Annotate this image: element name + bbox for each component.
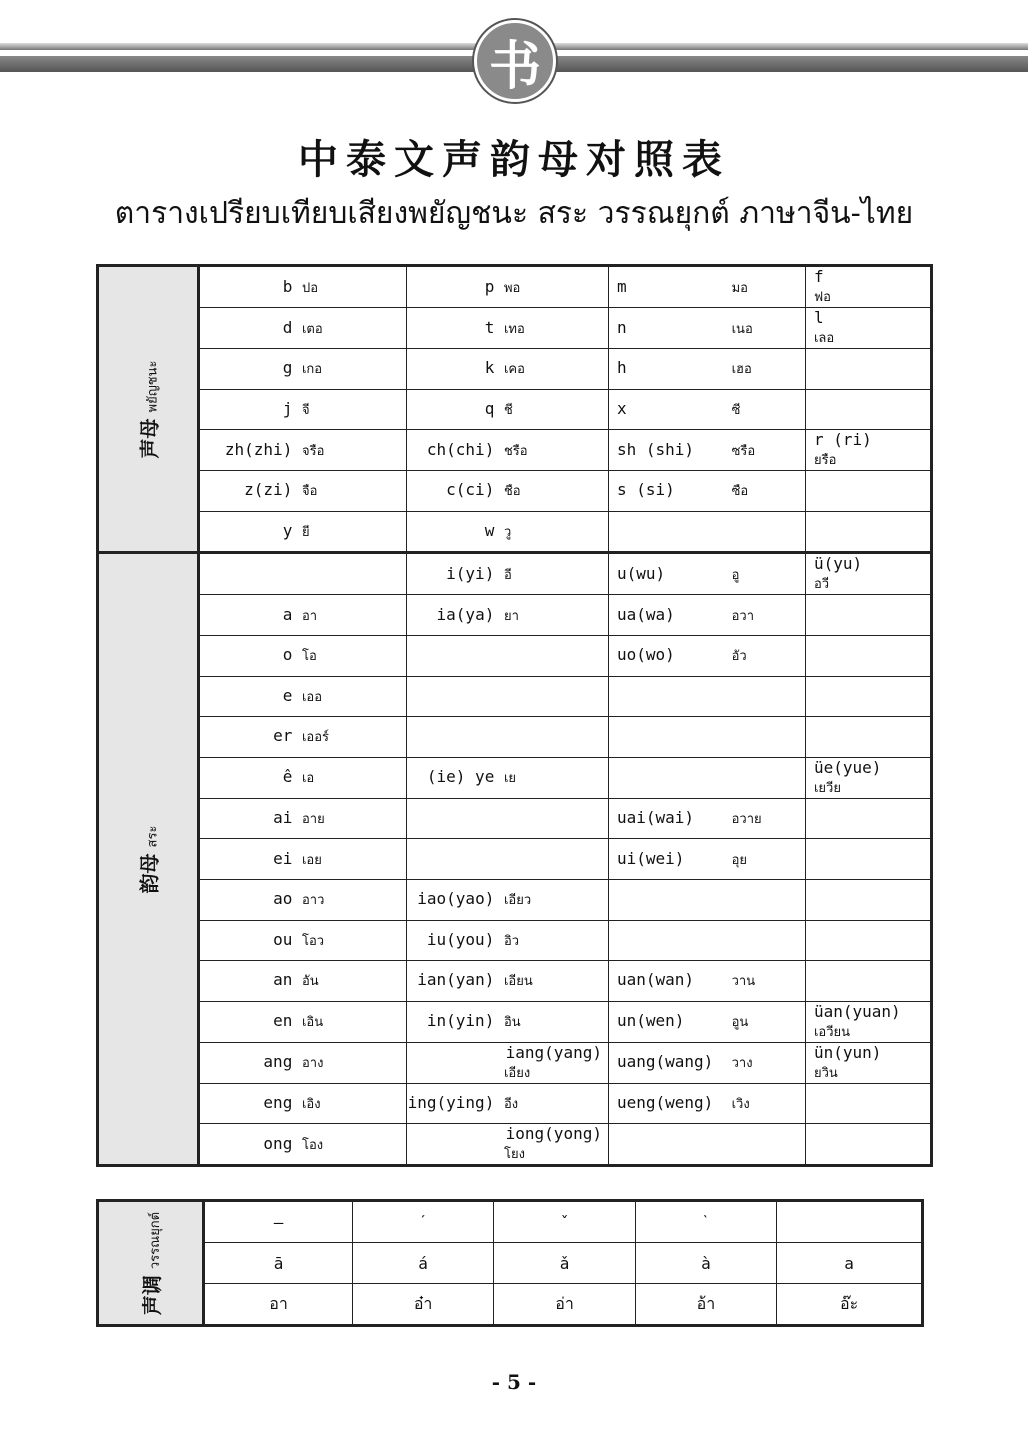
pinyin-text: s (si) <box>616 480 675 500</box>
table-cell <box>406 839 608 880</box>
table-cell <box>198 553 406 595</box>
table-cell <box>805 595 931 636</box>
thai-text: เอียง <box>503 1065 531 1081</box>
table-cell <box>406 1001 608 1042</box>
page-subtitle: ตารางเปรียบเทียบเสียงพยัญชนะ สระ วรรณยุกต์ ภาษาจีน-ไทย <box>114 196 914 231</box>
pinyin-text: c(ci) <box>446 480 495 500</box>
table-cell <box>805 879 931 920</box>
pinyin-text: ai <box>273 808 293 828</box>
pinyin-text: ueng(weng) <box>616 1093 714 1113</box>
pinyin-text: j <box>282 398 293 418</box>
pinyin-text: ei <box>273 848 293 868</box>
thai-text: จี <box>301 402 310 418</box>
page-number: - 5 - <box>491 1370 537 1394</box>
table-cell <box>805 961 931 1002</box>
pinyin-text: iao(yao) <box>417 889 495 909</box>
thai-text: ยรือ <box>813 453 837 469</box>
finals-row <box>98 1083 932 1124</box>
thai-text: เทอ <box>503 321 525 337</box>
pinyin-text: iang(yang) <box>505 1042 602 1062</box>
thai-text: เวิง <box>731 1097 750 1113</box>
pinyin-text: iu(you) <box>426 929 495 949</box>
table-cell <box>805 676 931 717</box>
table-cell <box>198 1083 406 1124</box>
table-cell <box>805 430 931 471</box>
table-cell <box>406 635 608 676</box>
thai-text: เยวีย <box>813 780 841 796</box>
thai-text: วาง <box>731 1056 753 1072</box>
tone-pinyin: ǎ <box>494 1243 635 1284</box>
finals-row <box>98 595 932 636</box>
thai-text: อีง <box>503 1097 519 1113</box>
finals-row <box>98 879 932 920</box>
finals-row <box>98 717 932 758</box>
thai-text: ฟอ <box>813 290 831 305</box>
initials-row <box>98 308 932 349</box>
table-cell <box>805 266 931 308</box>
thai-text: โอ <box>301 649 317 665</box>
thai-text: อี <box>503 567 512 583</box>
thai-text: โอว <box>301 933 325 949</box>
table-cell <box>198 471 406 512</box>
table-cell <box>608 717 805 758</box>
pinyin-text: er <box>273 726 293 746</box>
pinyin-text: r (ri) <box>813 430 872 450</box>
thai-text: เอิน <box>301 1015 324 1031</box>
table-cell <box>198 879 406 920</box>
pinyin-text: u(wu) <box>616 563 666 583</box>
table-cell <box>198 1001 406 1042</box>
thai-text: เอียว <box>503 893 532 909</box>
table-cell <box>406 1124 608 1166</box>
pinyin-text: o <box>282 645 293 665</box>
pinyin-text: üan(yuan) <box>813 1001 901 1021</box>
table-cell <box>198 389 406 430</box>
thai-text: เกอ <box>301 362 323 378</box>
table-cell <box>608 430 805 471</box>
thai-text: จือ <box>301 484 318 500</box>
finals-row <box>98 1124 932 1166</box>
thai-text: อัน <box>301 974 319 990</box>
pinyin-text: iong(yong) <box>505 1124 602 1144</box>
table-cell <box>406 757 608 798</box>
table-cell <box>198 430 406 471</box>
table-cell <box>608 511 805 553</box>
pinyin-text: ian(yan) <box>417 970 495 990</box>
table-cell <box>608 1124 805 1166</box>
pinyin-text: ch(chi) <box>426 439 495 459</box>
thai-text: ซรือ <box>731 443 756 459</box>
pinyin-text: b <box>282 276 293 296</box>
pinyin-text: p <box>484 276 495 296</box>
pinyin-text: uai(wai) <box>616 808 695 828</box>
pinyin-text: ui(wei) <box>616 848 685 868</box>
thai-text: เอย <box>301 852 322 868</box>
table-cell <box>406 471 608 512</box>
table-cell <box>406 879 608 920</box>
finals-row <box>98 757 932 798</box>
pinyin-text: ing(ying) <box>407 1093 495 1113</box>
thai-text: โอง <box>301 1137 324 1153</box>
pinyin-text: i(yi) <box>446 563 495 583</box>
tones-label: 声调วรรณยุกต์ <box>98 1201 204 1326</box>
thai-text: มอ <box>731 280 748 296</box>
book-logo-icon: 书 <box>474 20 556 102</box>
table-cell <box>608 879 805 920</box>
pinyin-text: x <box>616 398 627 418</box>
thai-text: เคอ <box>503 362 525 378</box>
tone-thai: อ้า <box>635 1284 776 1326</box>
thai-text: ยวิน <box>813 1065 838 1081</box>
table-cell <box>805 717 931 758</box>
pinyin-text: ia(ya) <box>436 604 495 624</box>
pinyin-text: h <box>616 358 627 378</box>
thai-text: อวี <box>813 577 830 593</box>
thai-text: อวาย <box>731 812 762 828</box>
thai-text: เออร์ <box>301 730 330 746</box>
thai-text: เย <box>503 771 517 787</box>
table-cell <box>608 676 805 717</box>
table-cell <box>608 389 805 430</box>
pinyin-text: (ie) ye <box>426 767 495 787</box>
table-cell <box>805 1124 931 1166</box>
table-cell <box>805 308 931 349</box>
finals-row <box>98 676 932 717</box>
thai-text: วาน <box>731 974 756 990</box>
pinyin-text: w <box>484 521 495 541</box>
table-cell <box>198 266 406 308</box>
pinyin-text: eng <box>263 1093 293 1113</box>
thai-text: วู <box>503 525 512 541</box>
pinyin-text: n <box>616 317 627 337</box>
table-cell <box>805 839 931 880</box>
pinyin-text: uo(wo) <box>616 645 675 665</box>
thai-text: อุย <box>731 852 748 868</box>
pinyin-text: e <box>282 685 293 705</box>
thai-text: อา <box>301 608 318 624</box>
pinyin-text: ua(wa) <box>616 604 675 624</box>
table-cell <box>608 1001 805 1042</box>
table-cell <box>198 511 406 553</box>
thai-text: อิน <box>503 1015 521 1031</box>
table-cell <box>406 595 608 636</box>
thai-text: เฮอ <box>731 362 752 378</box>
table-cell <box>608 798 805 839</box>
table-cell <box>198 635 406 676</box>
pinyin-text: m <box>616 276 627 296</box>
tone-mark <box>777 1201 923 1243</box>
table-cell <box>198 757 406 798</box>
table-cell <box>805 1083 931 1124</box>
finals-row <box>98 798 932 839</box>
table-cell <box>608 1042 805 1083</box>
pinyin-text: in(yin) <box>426 1011 495 1031</box>
pinyin-text: k <box>484 358 495 378</box>
table-cell <box>406 266 608 308</box>
table-cell <box>198 1124 406 1166</box>
pinyin-thai-table <box>96 264 933 1167</box>
finals-label: 韵母สระ <box>98 553 199 1166</box>
table-cell <box>198 308 406 349</box>
table-cell <box>805 389 931 430</box>
table-cell <box>805 635 931 676</box>
pinyin-text: en <box>273 1011 293 1031</box>
tone-pinyin: a <box>777 1243 923 1284</box>
tone-mark: ˊ <box>352 1201 493 1243</box>
table-cell <box>805 349 931 390</box>
pinyin-text: ao <box>273 889 293 909</box>
table-cell <box>805 757 931 798</box>
thai-text: พอ <box>503 280 521 296</box>
table-cell <box>805 511 931 553</box>
finals-row <box>98 553 932 595</box>
table-cell <box>805 553 931 595</box>
table-cell <box>406 961 608 1002</box>
pinyin-text: a <box>282 604 293 624</box>
thai-text: อาง <box>301 1056 324 1072</box>
pinyin-text: un(wen) <box>616 1011 685 1031</box>
tone-thai: อ่า <box>494 1284 635 1326</box>
pinyin-text: ang <box>263 1052 293 1072</box>
pinyin-text: q <box>484 398 495 418</box>
thai-text: เออ <box>301 689 323 705</box>
tone-mark: ˇ <box>494 1201 635 1243</box>
thai-text: ซี <box>731 402 741 418</box>
thai-text: อัว <box>731 649 747 665</box>
table-cell <box>608 920 805 961</box>
table-cell <box>406 511 608 553</box>
thai-text: เตอ <box>301 321 323 337</box>
table-cell <box>805 798 931 839</box>
initials-row <box>98 266 932 308</box>
initials-row <box>98 430 932 471</box>
tone-mark: ˋ <box>635 1201 776 1243</box>
table-cell <box>805 920 931 961</box>
table-cell <box>406 920 608 961</box>
thai-text: เนอ <box>731 321 753 337</box>
table-cell <box>608 553 805 595</box>
pinyin-text: g <box>282 358 293 378</box>
thai-text: อิว <box>503 933 520 949</box>
pinyin-text: ê <box>282 767 293 787</box>
thai-text: โยง <box>503 1147 525 1163</box>
table-cell <box>608 635 805 676</box>
pinyin-text: sh (shi) <box>616 439 695 459</box>
pinyin-text: f <box>813 267 824 286</box>
tone-thai: อา <box>204 1284 353 1326</box>
tone-pinyin: á <box>352 1243 493 1284</box>
pinyin-text: l <box>813 308 824 327</box>
thai-text: ปอ <box>301 280 319 296</box>
table-cell <box>608 961 805 1002</box>
thai-text: เอิง <box>301 1097 321 1113</box>
pinyin-text: z(zi) <box>244 480 293 500</box>
pinyin-text: an <box>273 970 293 990</box>
tone-pinyin: ā <box>204 1243 353 1284</box>
pinyin-text: zh(zhi) <box>224 439 293 459</box>
table-cell <box>406 717 608 758</box>
pinyin-text: uan(wan) <box>616 970 695 990</box>
table-cell <box>406 1083 608 1124</box>
table-cell <box>198 839 406 880</box>
thai-text: เอ <box>301 771 315 787</box>
thai-text: ชือ <box>503 484 521 500</box>
initials-row <box>98 471 932 512</box>
tones-table <box>96 1199 924 1327</box>
page-title: 中泰文声韵母对照表 <box>298 136 730 183</box>
table-cell <box>406 430 608 471</box>
finals-row <box>98 961 932 1002</box>
thai-text: ซือ <box>731 484 749 500</box>
tone-pinyin: à <box>635 1243 776 1284</box>
pinyin-text: uang(wang) <box>616 1052 714 1072</box>
table-cell <box>805 471 931 512</box>
table-cell <box>406 389 608 430</box>
finals-row <box>98 920 932 961</box>
initials-row <box>98 389 932 430</box>
pinyin-text: t <box>484 317 495 337</box>
pinyin-text: ün(yun) <box>813 1042 882 1062</box>
table-cell <box>198 717 406 758</box>
thai-text: ยา <box>503 608 519 624</box>
finals-row <box>98 1001 932 1042</box>
table-cell <box>198 798 406 839</box>
thai-text: ยี <box>301 525 310 541</box>
table-cell <box>608 349 805 390</box>
table-cell <box>406 308 608 349</box>
table-cell <box>198 961 406 1002</box>
pinyin-text: d <box>282 317 293 337</box>
thai-text: เอวียน <box>813 1024 851 1040</box>
pinyin-text: üe(yue) <box>813 757 882 777</box>
table-cell <box>198 676 406 717</box>
table-cell <box>198 595 406 636</box>
finals-row <box>98 839 932 880</box>
pinyin-text: ong <box>263 1133 293 1153</box>
tone-thai: อ๊ะ <box>777 1284 923 1326</box>
table-cell <box>406 349 608 390</box>
table-cell <box>608 595 805 636</box>
table-cell <box>608 308 805 349</box>
pinyin-text: y <box>282 521 293 541</box>
table-cell <box>406 1042 608 1083</box>
table-cell <box>406 553 608 595</box>
initials-label: 声母พยัญชนะ <box>98 266 199 553</box>
pinyin-text: ou <box>273 929 293 949</box>
thai-text: อูน <box>731 1015 749 1031</box>
table-cell <box>608 757 805 798</box>
thai-text: ชรือ <box>503 443 528 459</box>
tone-mark: — <box>204 1201 353 1243</box>
thai-text: อู <box>731 567 740 583</box>
table-cell <box>608 1083 805 1124</box>
thai-text: จรือ <box>301 443 325 459</box>
table-cell <box>805 1042 931 1083</box>
thai-text: อวา <box>731 608 755 624</box>
tone-thai: อ๋า <box>352 1284 493 1326</box>
finals-row <box>98 1042 932 1083</box>
table-cell <box>406 676 608 717</box>
table-cell <box>608 266 805 308</box>
initials-row <box>98 349 932 390</box>
table-cell <box>608 471 805 512</box>
table-cell <box>608 839 805 880</box>
table-cell <box>198 920 406 961</box>
table-cell <box>198 349 406 390</box>
thai-text: อาว <box>301 893 325 909</box>
finals-row <box>98 635 932 676</box>
table-cell <box>805 1001 931 1042</box>
thai-text: ชี <box>503 402 513 418</box>
thai-text: อาย <box>301 812 325 828</box>
table-cell <box>198 1042 406 1083</box>
initials-row <box>98 511 932 553</box>
pinyin-text: ü(yu) <box>813 554 863 574</box>
thai-text: เลอ <box>813 331 835 346</box>
table-cell <box>406 798 608 839</box>
thai-text: เอียน <box>503 974 533 990</box>
